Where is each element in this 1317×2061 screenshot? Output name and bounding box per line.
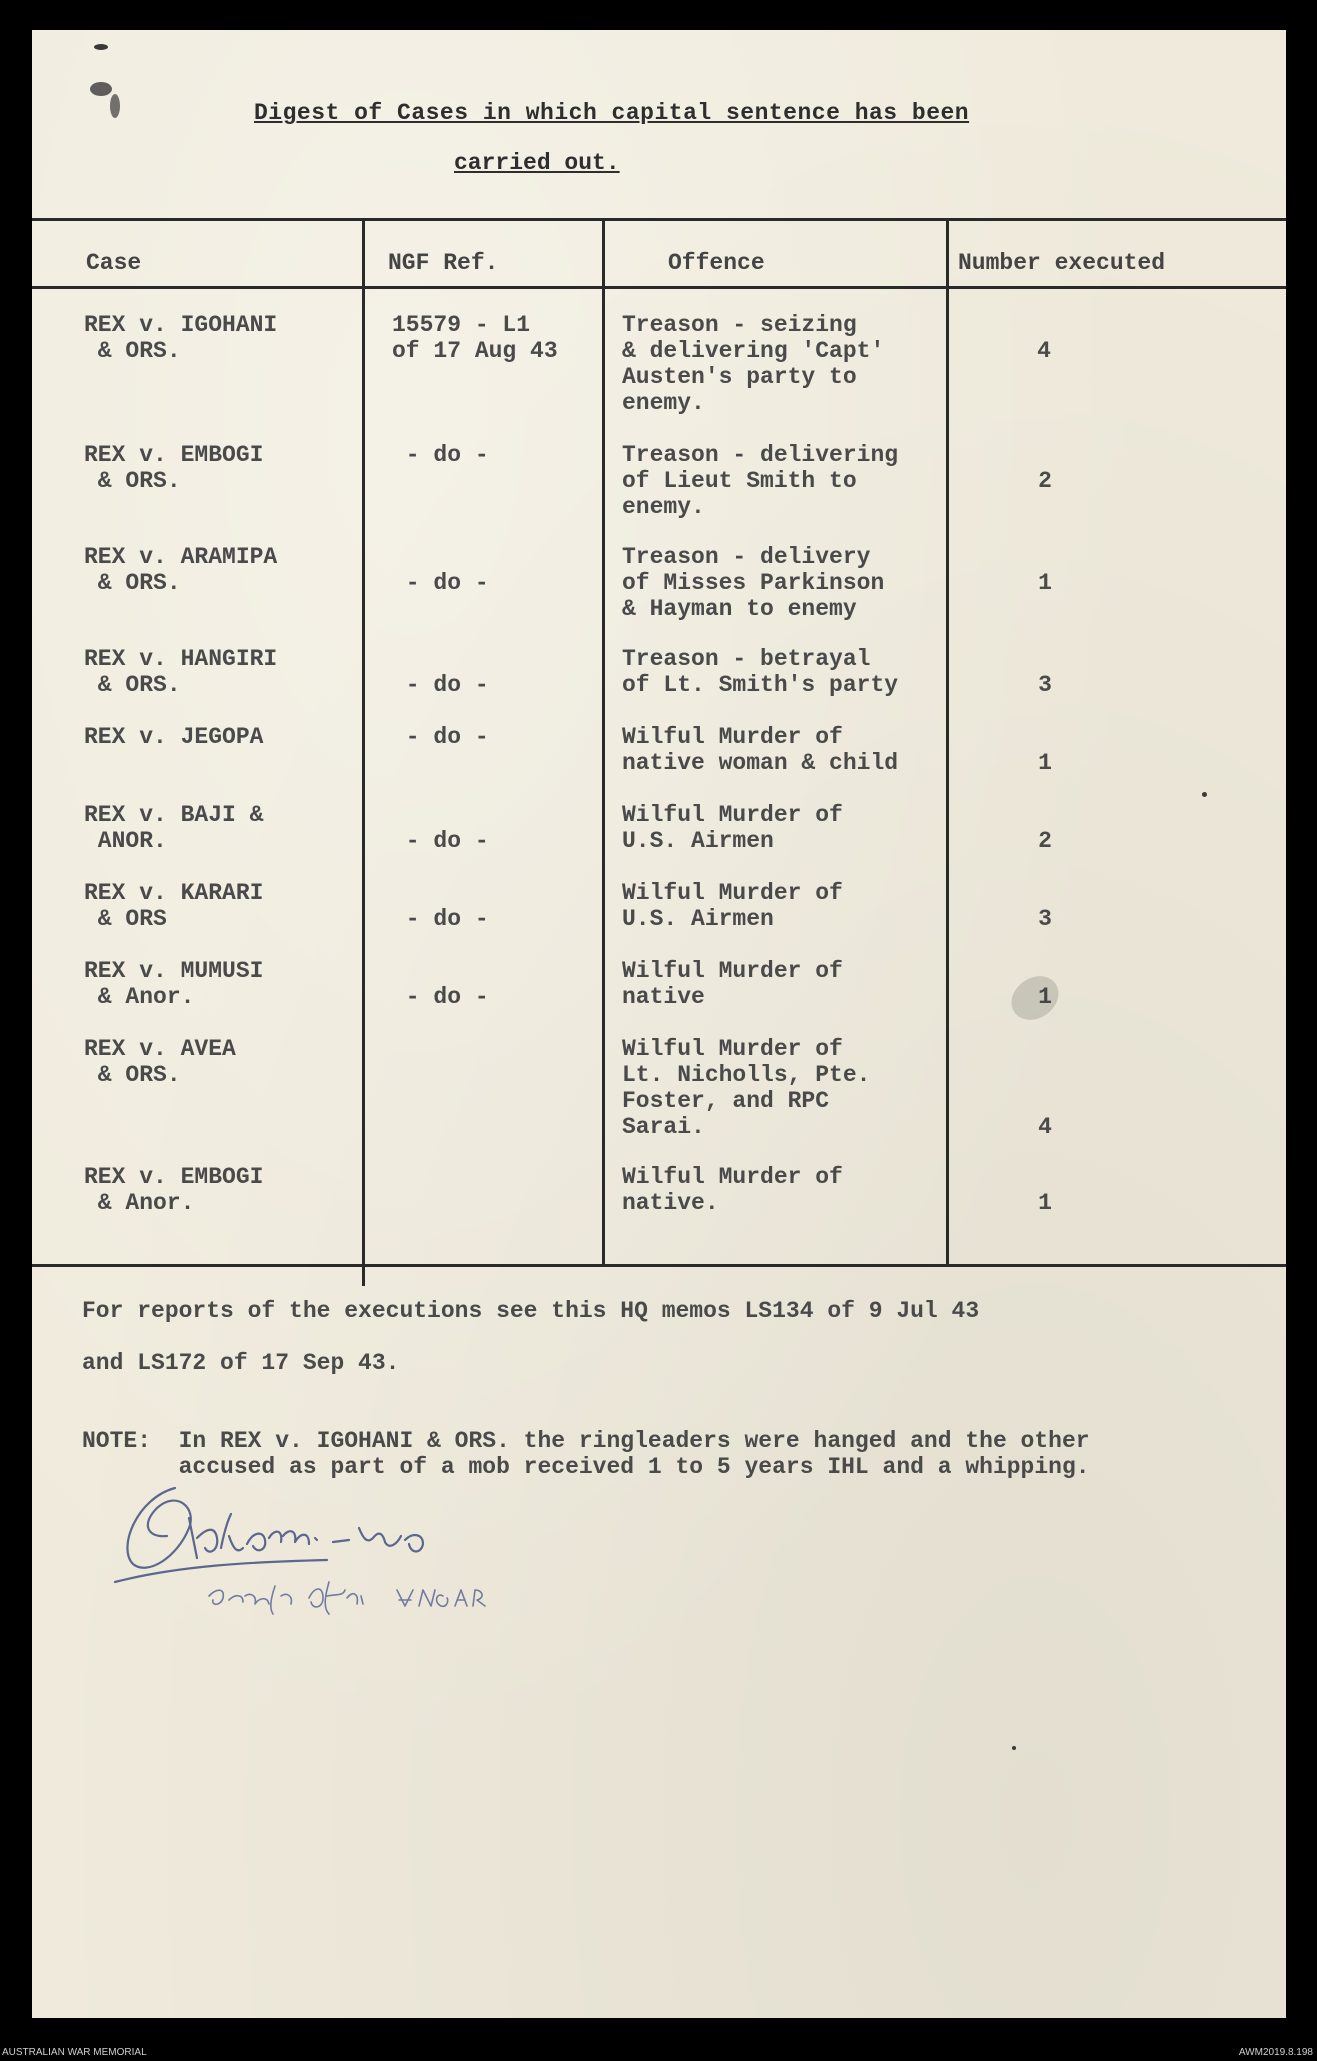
header-offence: Offence: [668, 250, 765, 276]
offence-cell: Wilful Murder of Lt. Nicholls, Pte. Foster, and RPC Sarai.: [622, 1036, 871, 1140]
table-top-rule: [32, 218, 1286, 221]
number-cell: 1: [1038, 984, 1052, 1010]
case-cell: REX v. KARARI & ORS: [84, 880, 264, 932]
header-case: Case: [86, 250, 142, 276]
number-cell: 1: [1038, 570, 1052, 596]
case-cell: REX v. IGOHANI & ORS.: [84, 312, 278, 364]
ink-blot: [94, 44, 108, 50]
case-cell: REX v. BAJI & ANOR.: [84, 802, 264, 854]
ref-cell: - do -: [392, 724, 489, 750]
case-cell: REX v. HANGIRI & ORS.: [84, 646, 278, 698]
column-divider-2: [602, 218, 605, 1264]
offence-cell: Wilful Murder of native: [622, 958, 843, 1010]
note-line-2: accused as part of a mob received 1 to 5 years IHL and a whipping.: [82, 1454, 1090, 1480]
offence-cell: Wilful Murder of native woman & child: [622, 724, 899, 776]
document-page: [32, 30, 1286, 2018]
ref-cell: 15579 - L1 of 17 Aug 43: [392, 312, 558, 364]
header-number-executed: Number executed: [958, 250, 1166, 276]
ref-cell: - do -: [392, 570, 489, 596]
header-ref: NGF Ref.: [388, 250, 499, 276]
case-cell: REX v. JEGOPA: [84, 724, 264, 750]
offence-cell: Treason - delivering of Lieut Smith to enemy.: [622, 442, 899, 520]
number-cell: 3: [1038, 906, 1052, 932]
offence-cell: Wilful Murder of native.: [622, 1164, 843, 1216]
paper-speck: [1012, 1746, 1016, 1750]
ink-blot: [90, 82, 112, 96]
ref-cell: - do -: [392, 672, 489, 698]
column-divider-1: [362, 218, 365, 1286]
number-cell: 3: [1038, 672, 1052, 698]
case-cell: REX v. MUMUSI & Anor.: [84, 958, 264, 1010]
offence-cell: Treason - delivery of Misses Parkinson & Hayman to enemy: [622, 544, 885, 622]
table-header-rule: [32, 286, 1286, 289]
number-cell: 2: [1038, 468, 1052, 494]
archive-label-right: AWM2019.8.198: [1238, 2047, 1313, 2058]
document-title: Digest of Cases in which capital sentence has been: [254, 100, 970, 126]
signature: [97, 1478, 517, 1628]
archive-label-left: AUSTRALIAN WAR MEMORIAL: [2, 2047, 147, 2058]
column-divider-3: [946, 218, 949, 1264]
ref-cell: - do -: [392, 442, 489, 468]
case-cell: REX v. AVEA & ORS.: [84, 1036, 236, 1088]
ref-cell: - do -: [392, 984, 489, 1010]
case-cell: REX v. EMBOGI & ORS.: [84, 442, 264, 494]
paper-speck: [1202, 792, 1207, 797]
reports-reference-continued: and LS172 of 17 Sep 43.: [82, 1350, 400, 1376]
ref-cell: - do -: [392, 906, 489, 932]
number-cell: 4: [1038, 1114, 1052, 1140]
ref-cell: - do -: [392, 828, 489, 854]
offence-cell: Wilful Murder of U.S. Airmen: [622, 880, 843, 932]
ink-blot: [110, 94, 120, 118]
offence-cell: Treason - seizing & delivering 'Capt' Austen's party to enemy.: [622, 312, 885, 416]
table-bottom-rule: [32, 1264, 1286, 1267]
case-cell: REX v. ARAMIPA & ORS.: [84, 544, 278, 596]
offence-cell: Treason - betrayal of Lt. Smith's party: [622, 646, 899, 698]
ink-smudge: [1003, 967, 1067, 1028]
offence-cell: Wilful Murder of U.S. Airmen: [622, 802, 843, 854]
case-cell: REX v. EMBOGI & Anor.: [84, 1164, 264, 1216]
number-cell: 1: [1038, 750, 1052, 776]
note-line-1: NOTE: In REX v. IGOHANI & ORS. the ringleaders were hanged and the other: [82, 1428, 1090, 1454]
document-title-continued: carried out.: [454, 150, 620, 176]
archive-label-bar: [0, 2046, 1317, 2061]
number-cell: 4: [1037, 338, 1051, 364]
reports-reference: For reports of the executions see this HQ memos LS134 of 9 Jul 43: [82, 1298, 980, 1324]
number-cell: 1: [1038, 1190, 1052, 1216]
number-cell: 2: [1038, 828, 1052, 854]
